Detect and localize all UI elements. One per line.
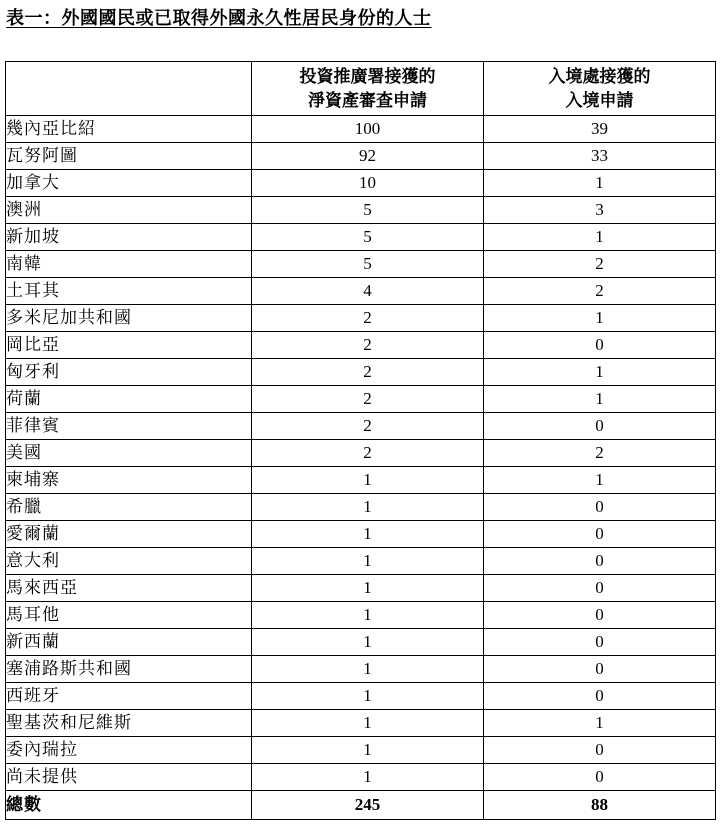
country-cell: 加拿大: [6, 170, 252, 197]
investment-count-cell: 4: [252, 278, 484, 305]
table-row: [6, 332, 716, 359]
investment-count-cell: 2: [252, 305, 484, 332]
investment-count-cell: 1: [252, 521, 484, 548]
header-immigration-line2: 入境申請: [565, 90, 634, 111]
immigration-count-cell: 0: [484, 548, 716, 575]
immigration-count-cell: 0: [484, 332, 716, 359]
header-immigration-line1: 入境處接獲的: [548, 66, 651, 87]
country-cell: 委內瑞拉: [6, 737, 252, 764]
table-row: [6, 170, 716, 197]
table-row: [6, 494, 716, 521]
country-cell: 南韓: [6, 251, 252, 278]
table-row: [6, 440, 716, 467]
immigration-count-cell: 39: [484, 116, 716, 143]
investment-count-cell: 1: [252, 710, 484, 737]
investment-count-cell: 2: [252, 440, 484, 467]
total-label: 總數: [6, 791, 252, 820]
country-cell: 美國: [6, 440, 252, 467]
table-row: [6, 386, 716, 413]
country-cell: 土耳其: [6, 278, 252, 305]
table-body: [6, 116, 716, 791]
investment-count-cell: 2: [252, 413, 484, 440]
table-row: [6, 467, 716, 494]
country-cell: 馬來西亞: [6, 575, 252, 602]
immigration-count-cell: 0: [484, 683, 716, 710]
investment-count-cell: 1: [252, 764, 484, 791]
table-row: [6, 197, 716, 224]
country-cell: 澳洲: [6, 197, 252, 224]
table-row: [6, 602, 716, 629]
investment-count-cell: 5: [252, 224, 484, 251]
country-cell: 希臘: [6, 494, 252, 521]
country-cell: 匈牙利: [6, 359, 252, 386]
country-cell: 瓦努阿圖: [6, 143, 252, 170]
table-header-row: [6, 62, 716, 116]
country-cell: 柬埔寨: [6, 467, 252, 494]
immigration-count-cell: 0: [484, 521, 716, 548]
header-investment-line2: 淨資產審查申請: [308, 90, 427, 111]
immigration-count-cell: 1: [484, 224, 716, 251]
investment-count-cell: 1: [252, 737, 484, 764]
immigration-count-cell: 0: [484, 575, 716, 602]
total-row: [6, 791, 716, 820]
country-cell: 幾內亞比紹: [6, 116, 252, 143]
investment-count-cell: 92: [252, 143, 484, 170]
immigration-count-cell: 0: [484, 737, 716, 764]
table-row: [6, 764, 716, 791]
country-cell: 新西蘭: [6, 629, 252, 656]
table-row: [6, 683, 716, 710]
investment-count-cell: 1: [252, 656, 484, 683]
table-row: [6, 278, 716, 305]
investment-count-cell: 1: [252, 575, 484, 602]
country-cell: 塞浦路斯共和國: [6, 656, 252, 683]
investment-count-cell: 5: [252, 197, 484, 224]
immigration-count-cell: 0: [484, 656, 716, 683]
investment-count-cell: 1: [252, 548, 484, 575]
investment-count-cell: 2: [252, 359, 484, 386]
table-row: [6, 413, 716, 440]
header-country: [6, 62, 252, 116]
investment-count-cell: 1: [252, 602, 484, 629]
immigration-count-cell: 1: [484, 305, 716, 332]
table-row: [6, 305, 716, 332]
header-investment-applications: [252, 62, 484, 116]
country-cell: 岡比亞: [6, 332, 252, 359]
immigration-count-cell: 3: [484, 197, 716, 224]
table-row: [6, 521, 716, 548]
immigration-count-cell: 2: [484, 440, 716, 467]
country-cell: 意大利: [6, 548, 252, 575]
table-row: [6, 251, 716, 278]
investment-count-cell: 100: [252, 116, 484, 143]
investment-count-cell: 5: [252, 251, 484, 278]
table-row: [6, 575, 716, 602]
country-cell: 多米尼加共和國: [6, 305, 252, 332]
header-investment-line1: 投資推廣署接獲的: [299, 66, 436, 87]
investment-count-cell: 10: [252, 170, 484, 197]
table-row: [6, 548, 716, 575]
investment-count-cell: 1: [252, 467, 484, 494]
immigration-count-cell: 1: [484, 467, 716, 494]
table-row: [6, 629, 716, 656]
country-cell: 菲律賓: [6, 413, 252, 440]
immigration-count-cell: 1: [484, 170, 716, 197]
immigration-count-cell: 0: [484, 629, 716, 656]
applications-table: [5, 61, 716, 820]
investment-count-cell: 2: [252, 332, 484, 359]
table-row: [6, 116, 716, 143]
country-cell: 尚未提供: [6, 764, 252, 791]
investment-count-cell: 1: [252, 494, 484, 521]
table-row: [6, 224, 716, 251]
table-row: [6, 143, 716, 170]
country-cell: 馬耳他: [6, 602, 252, 629]
immigration-count-cell: 1: [484, 359, 716, 386]
immigration-count-cell: 1: [484, 386, 716, 413]
investment-count-cell: 1: [252, 683, 484, 710]
country-cell: 荷蘭: [6, 386, 252, 413]
investment-count-cell: 2: [252, 386, 484, 413]
page-title: 表一：外國國民或已取得外國永久性居民身份的人士: [6, 8, 432, 29]
country-cell: 聖基茨和尼維斯: [6, 710, 252, 737]
country-cell: 愛爾蘭: [6, 521, 252, 548]
immigration-count-cell: 1: [484, 710, 716, 737]
immigration-count-cell: 2: [484, 251, 716, 278]
immigration-count-cell: 0: [484, 494, 716, 521]
immigration-count-cell: 0: [484, 764, 716, 791]
table-row: [6, 737, 716, 764]
immigration-count-cell: 0: [484, 602, 716, 629]
country-cell: 西班牙: [6, 683, 252, 710]
total-investment: 245: [252, 791, 484, 820]
investment-count-cell: 1: [252, 629, 484, 656]
header-immigration-applications: [484, 62, 716, 116]
immigration-count-cell: 0: [484, 413, 716, 440]
table-row: [6, 710, 716, 737]
total-immigration: 88: [484, 791, 716, 820]
country-cell: 新加坡: [6, 224, 252, 251]
immigration-count-cell: 33: [484, 143, 716, 170]
table-row: [6, 656, 716, 683]
immigration-count-cell: 2: [484, 278, 716, 305]
table-row: [6, 359, 716, 386]
